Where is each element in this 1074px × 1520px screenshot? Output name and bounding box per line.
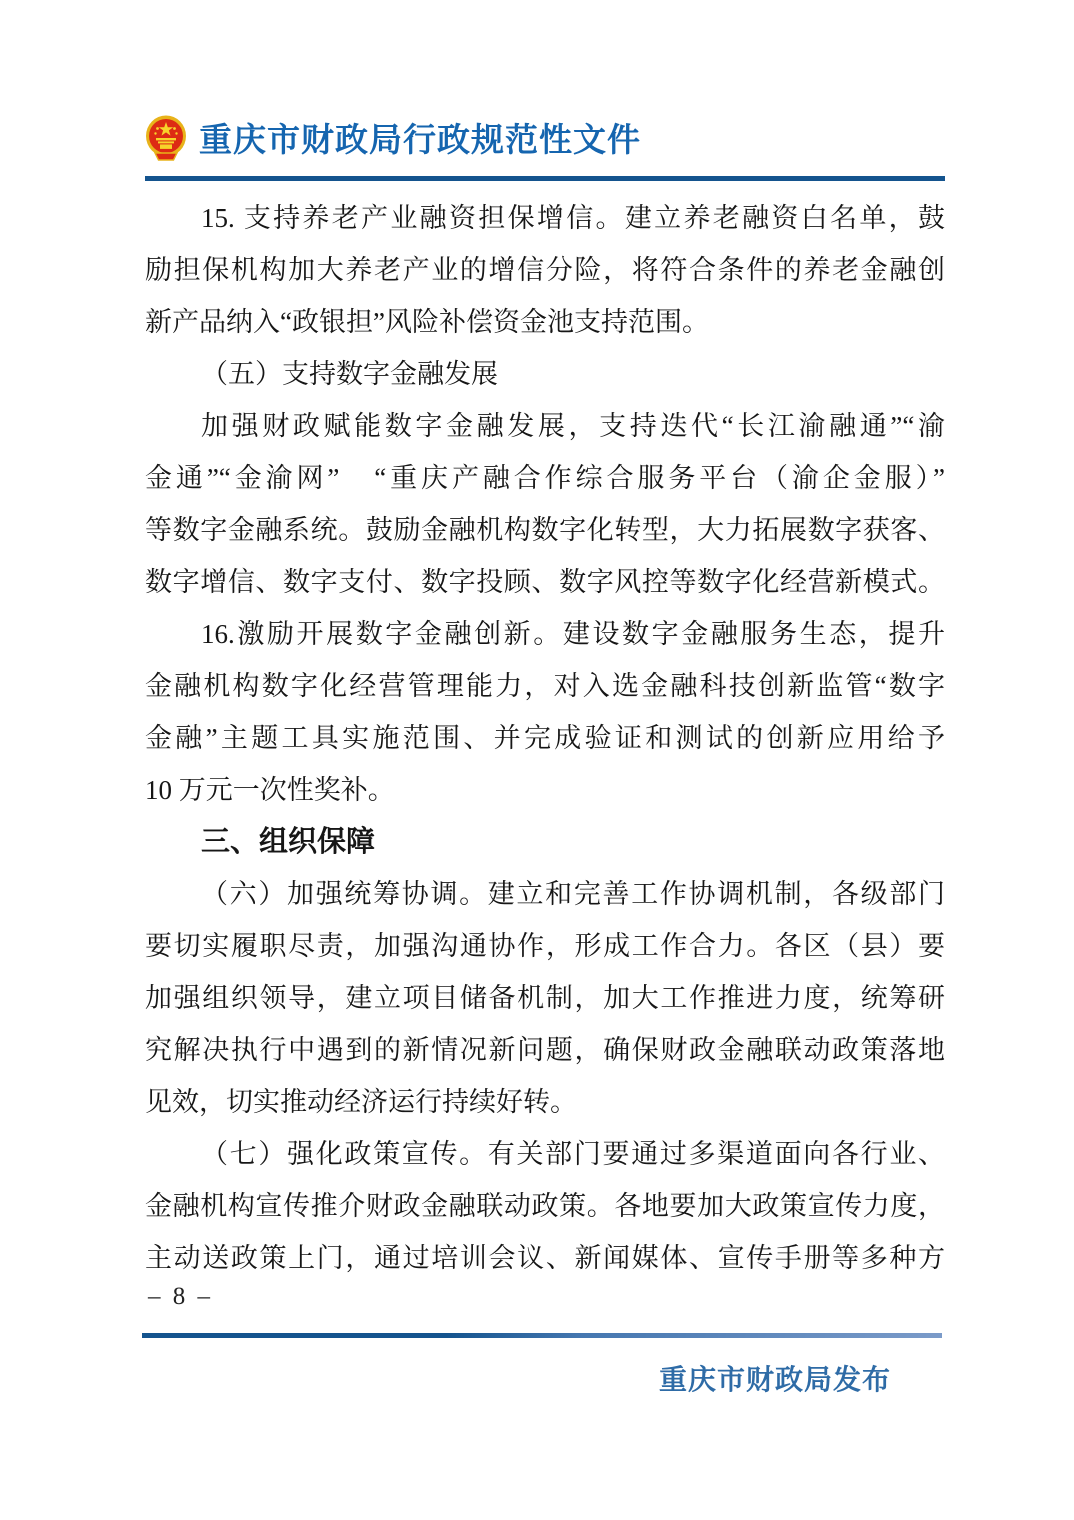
body-line: 励担保机构加大养老产业的增信分险，将符合条件的养老金融创 xyxy=(145,255,945,285)
body-line: 10 万元一次性奖补。 xyxy=(145,775,395,805)
document-header xyxy=(145,114,641,161)
publisher-label: 重庆市财政局发布 xyxy=(658,1365,891,1396)
section-heading: 三、组织保障 xyxy=(201,826,376,858)
body-line: 加强组织领导，建立项目储备机制，加大工作推进力度，统筹研 xyxy=(145,983,945,1013)
body-line: 要切实履职尽责，加强沟通协作，形成工作合力。各区（县）要 xyxy=(145,931,945,961)
footer-divider xyxy=(142,1333,942,1338)
body-line: 究解决执行中遇到的新情况新问题，确保财政金融联动政策落地 xyxy=(145,1035,945,1065)
body-line: 见效，切实推动经济运行持续好转。 xyxy=(145,1087,577,1117)
subsection-heading: （五）支持数字金融发展 xyxy=(201,359,498,389)
body-line: 数字增信、数字支付、数字投顾、数字风控等数字化经营新模式。 xyxy=(145,567,945,597)
china-national-emblem-icon xyxy=(145,115,187,161)
body-line: （七）强化政策宣传。有关部门要通过多渠道面向各行业、 xyxy=(201,1139,945,1169)
body-line: 金融”主题工具实施范围、并完成验证和测试的创新应用给予 xyxy=(145,723,945,753)
body-line: 15. 支持养老产业融资担保增信。建立养老融资白名单，鼓 xyxy=(201,203,945,233)
header-divider xyxy=(145,176,945,181)
body-line: 16.激励开展数字金融创新。建设数字金融服务生态，提升 xyxy=(201,619,945,649)
body-line: 新产品纳入“政银担”风险补偿资金池支持范围。 xyxy=(145,307,709,337)
document-body xyxy=(145,192,945,1284)
body-line: 加强财政赋能数字金融发展，支持迭代“长江渝融通”“渝 xyxy=(201,411,945,441)
body-line: 金融机构数字化经营管理能力，对入选金融科技创新监管“数字 xyxy=(145,671,945,701)
body-line: 等数字金融系统。鼓励金融机构数字化转型，大力拓展数字获客、 xyxy=(145,515,945,545)
body-line: 金通”“金渝网” “重庆产融合作综合服务平台（渝企金服）” xyxy=(145,463,945,493)
body-line: 金融机构宣传推介财政金融联动政策。各地要加大政策宣传力度， xyxy=(145,1191,945,1221)
body-line: 主动送政策上门，通过培训会议、新闻媒体、宣传手册等多种方 xyxy=(145,1243,945,1273)
document-title: 重庆市财政局行政规范性文件 xyxy=(199,123,641,159)
page-number: – 8 – xyxy=(148,1283,213,1310)
body-line: （六）加强统筹协调。建立和完善工作协调机制，各级部门 xyxy=(201,879,945,909)
